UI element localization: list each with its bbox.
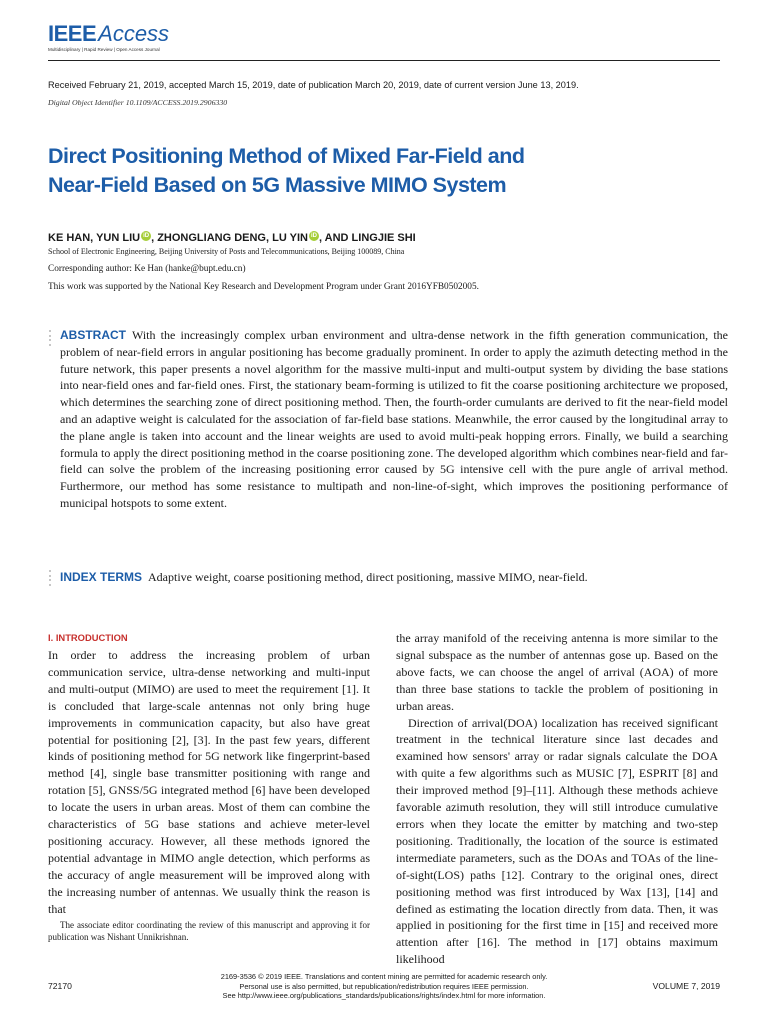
- logo-wordmark: [48, 22, 169, 46]
- author-list: [48, 231, 416, 244]
- doi-line: Digital Object Identifier 10.1109/ACCESS.2019.2906330: [48, 98, 228, 107]
- intro-paragraph-2: Direction of arrival(DOA) localization has received significant treatment in the technical literature since last decades and examined how sensors' array or radar signals calculate the DOA with quite a few algorithms such as MUSIC [7], ESPRIT [8] and their improved method [9]–[11]. Although these methods achieve favorable azimuth resolution, they will still introduce cumulative errors when they locate the emitter by matching and two-step positioning. Traditionally, the location of the source is estimated intermediate parameters, such as the DOAs and TOAs of the line-of-sight(LOS) paths [12]. Contrary to the original ones, direct positioning method was first introduced by Wax [13], [14] and defined as estimating the location directly from data. Then, it was applied in positioning for the first time in [15] and received more attention after [16]. The method in [17] obtains maximum likelihood: [396, 715, 718, 967]
- section-heading-introduction: I. INTRODUCTION: [48, 632, 128, 643]
- authors-part-1: KE HAN, YUN LIU: [48, 232, 141, 244]
- intro-paragraph-1: In order to address the increasing problem of urban communication service, ultra-dense networking and multi-input and multi-output (MIMO) are used to meet the requirement [1]. It is concluded that large-scale antennas not only bring huge improvements in communication capacity, but also have great potential for positioning [2], [3]. In the past few years, different kinds of positioning method for 5G network like fingerprint-based method [4], single base transmitter positioning with range and rotation [5], GNSS/5G integrated method [6] have been developed to locate the users in urban areas. Most of them can combine the characteristics of 5G base stations and achieve meter-level positioning accuracy. However, all these methods ignored the potential advantage in MIMO angle detection, which performs as the accuracy of angle measurement will be improved along with the increasing number of antennas. We usually think the reason is that: [48, 648, 370, 916]
- corresponding-author: Corresponding author: Ke Han (hanke@bupt.edu.cn): [48, 264, 246, 274]
- abstract-label: ABSTRACT: [60, 328, 126, 342]
- page-number: 72170: [48, 981, 72, 991]
- volume-label: VOLUME 7, 2019: [652, 981, 720, 991]
- copyright-line-3[interactable]: See http://www.ieee.org/publications_standards/publications/rights/index.html for more information.: [222, 991, 546, 1000]
- abstract-dots-decoration: [49, 330, 52, 348]
- body-column-right: [396, 630, 718, 968]
- authors-part-2: , ZHONGLIANG DENG, LU YIN: [151, 232, 308, 244]
- header-rule: [48, 60, 720, 61]
- title-line-1: Direct Positioning Method of Mixed Far-Field and: [48, 144, 525, 168]
- index-terms: [60, 569, 728, 585]
- abstract: [60, 327, 728, 512]
- title-line-2: Near-Field Based on 5G Massive MIMO System: [48, 173, 507, 197]
- received-dates: Received February 21, 2019, accepted March 15, 2019, date of publication March 20, 2019, date of current version June 13, 2019.: [48, 80, 579, 90]
- index-terms-label: INDEX TERMS: [60, 570, 143, 584]
- body-column-left: [48, 630, 370, 918]
- orcid-icon[interactable]: iD: [310, 233, 317, 239]
- funding-note: This work was supported by the National Key Research and Development Program under Grant 2016YFB0502005.: [48, 282, 479, 292]
- logo-access: Access: [98, 21, 170, 46]
- affiliation: School of Electronic Engineering, Beijing University of Posts and Telecommunications, Beijing 100089, China: [48, 247, 405, 256]
- authors-part-3: , AND LINGJIE SHI: [318, 232, 416, 244]
- copyright-line-1: 2169-3536 © 2019 IEEE. Translations and content mining are permitted for academic research only.: [220, 972, 548, 981]
- paper-title: [48, 142, 688, 200]
- copyright-line-2: Personal use is also permitted, but republication/redistribution requires IEEE permission.: [239, 981, 529, 991]
- logo-ieee: IEEE: [48, 21, 97, 46]
- orcid-icon[interactable]: iD: [143, 233, 150, 239]
- journal-logo: [48, 22, 169, 52]
- abstract-text: With the increasingly complex urban environment and ultra-dense network in the fifth generation communication, the problem of near-field errors in angular positioning has become gradually prominent. In order to apply the azimuth detecting method in the future network, this paper presents a novel algorithm for the massive multi-input and multi-output system by dividing the base stations into near-field ones and far-field ones. First, the stationary beam-forming is utilized to fit the coarse positioning architecture we proposed, which determines the searching zone of direct positioning method. Then, the fourth-order cumulants are derived to fit the near-field model and an adaptive weight is calculated for the association of far-field base stations. Meanwhile, the error caused by the longitudinal array to the plane angle is taken into account and the linear weights are used to avoid multi-peak hopping errors. Finally, we build a searching formula to apply the direct positioning method in the coarse positioning zone. The developed algorithm which combines near-field and far-field can solve the problem of the increasing positioning error caused by 5G intensive cell with the pure angle of arrival method. Furthermore, our method has some resistance to multipath and non-line-of-sight, which improves the positioning performance of municipal hotspots to some extent.: [60, 328, 728, 510]
- index-terms-dots-decoration: [49, 570, 52, 588]
- intro-paragraph-1-continued: the array manifold of the receiving antenna is more similar to the signal subspace as the number of antennas gose up. Based on the above facts, we can choose the angel of arrival (AOA) of more than three base stations to tackle the problem of positioning in urban areas.: [396, 631, 718, 713]
- copyright-notice: [190, 972, 578, 1001]
- editor-footnote: The associate editor coordinating the review of this manuscript and approving it for publication was Nishant Unnikrishnan.: [48, 920, 370, 942]
- logo-tagline: Multidisciplinary | Rapid Review | Open Access Journal: [48, 47, 160, 52]
- index-terms-text: Adaptive weight, coarse positioning method, direct positioning, massive MIMO, near-field.: [148, 570, 588, 584]
